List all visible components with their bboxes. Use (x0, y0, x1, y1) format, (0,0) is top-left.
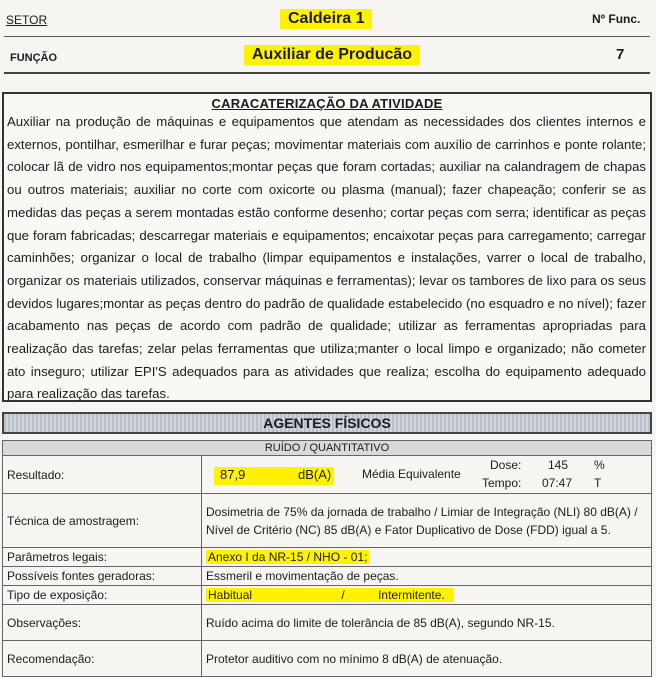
resultado-cell (202, 456, 652, 494)
fontes-label: Possíveis fontes geradoras: (3, 567, 202, 586)
resultado-value: 87,9 (220, 467, 246, 482)
obs-value: Ruído acima do limite de tolerância de 85 dB(A), segundo NR-15. (202, 605, 652, 641)
dose-unit: % (594, 458, 605, 472)
tempo-unit: T (594, 476, 602, 490)
tempo-value: 07:47 (542, 476, 573, 490)
media-label: Média Equivalente (362, 467, 461, 481)
tecnica-label: Técnica de amostragem: (3, 494, 202, 548)
agentes-table (2, 440, 652, 677)
tempo-label: Tempo: (482, 476, 522, 490)
resultado-label: Resultado: (3, 456, 202, 494)
tipo-value-1: Habitual (208, 588, 253, 602)
tipo-highlight (206, 588, 454, 602)
parametros-value: Anexo I da NR-15 / NHO - 01; (208, 550, 368, 564)
tecnica-value: Dosimetria de 75% da jornada de trabalho / Limiar de Integração (NLI) 80 dB(A) / Nível de Critério (NC) 85 dB(A) e Fator Duplicativo de Dose (FDD) igual a 5. (202, 494, 652, 548)
fontes-value: Essmeril e movimentação de peças. (202, 567, 652, 586)
tipo-value-2: Intermitente. (378, 588, 445, 602)
header-row-funcao (4, 38, 650, 74)
agentes-title: AGENTES FÍSICOS (2, 412, 652, 434)
resultado-unit: dB(A) (298, 467, 332, 482)
header-row-setor (4, 4, 650, 37)
atividade-section (2, 92, 652, 402)
tipo-label: Tipo de exposição: (3, 586, 202, 605)
rec-value: Protetor auditivo com no mínimo 8 dB(A) de atenuação. (202, 641, 652, 677)
agentes-subtitle: RUÍDO / QUANTITATIVO (3, 441, 652, 456)
funcao-label: FUNÇÃO (10, 52, 58, 64)
atividade-title: CARACATERIZAÇÃO DA ATIVIDADE (211, 96, 443, 111)
funcao-value: Auxiliar de Producão (244, 45, 420, 65)
rec-label: Recomendação: (3, 641, 202, 677)
atividade-text: Auxiliar na produção de máquinas e equipamentos que atendam as necessidades dos clientes internos e externos, pontilhar, esmerilhar e furar peças; movimentar materiais com auxílio de carrinhos e ponte rolante; colocar lã de vidro nos equipamentos;montar peças que foram cortadas; auxiliar na calandragem de chapas ou outros materiais; auxiliar no corte com oxicorte ou plasma (manual); fazer chapeação; conferir se as medidas das peças a serem montadas estão conforme desenho; cortar peças com serra; identificar as peças que foram fabricadas; descarregar materiais e equipamentos; encaixotar peças para carregamento; carregar caminhões; organizar o local de trabalho (limpar equipamentos e instalações, varrer o local de trabalho, organizar os materiais utilizados, conservar máquinas e ferramentas); levar os tambores de lixo para os seus devidos lugares;montar as peças dentro do padrão de qualidade estabelecido (no esquadro e no nível); fazer acabamento nas peças de acordo com padrão de qualidade; utilizar as ferramentas apropriadas para realização das tarefas; zelar pelas ferramentas que utiliza;manter o local limpo e organizado; não cometer ato inseguro; utilizar EPI'S adequados para as atividades que realiza; escolha do equipamento adequado para realização das tarefas. (7, 114, 646, 402)
setor-label: SETOR (6, 13, 48, 27)
tipo-separator: / (341, 588, 345, 602)
dose-value: 145 (548, 458, 569, 472)
func-num-value: 7 (616, 46, 625, 63)
func-num-label: Nº Func. (592, 12, 641, 26)
tipo-cell (202, 586, 652, 605)
dose-label: Dose: (490, 458, 522, 472)
parametros-cell (202, 548, 652, 567)
obs-label: Observações: (3, 605, 202, 641)
setor-value: Caldeira 1 (280, 9, 372, 29)
parametros-label: Parâmetros legais: (3, 548, 202, 567)
